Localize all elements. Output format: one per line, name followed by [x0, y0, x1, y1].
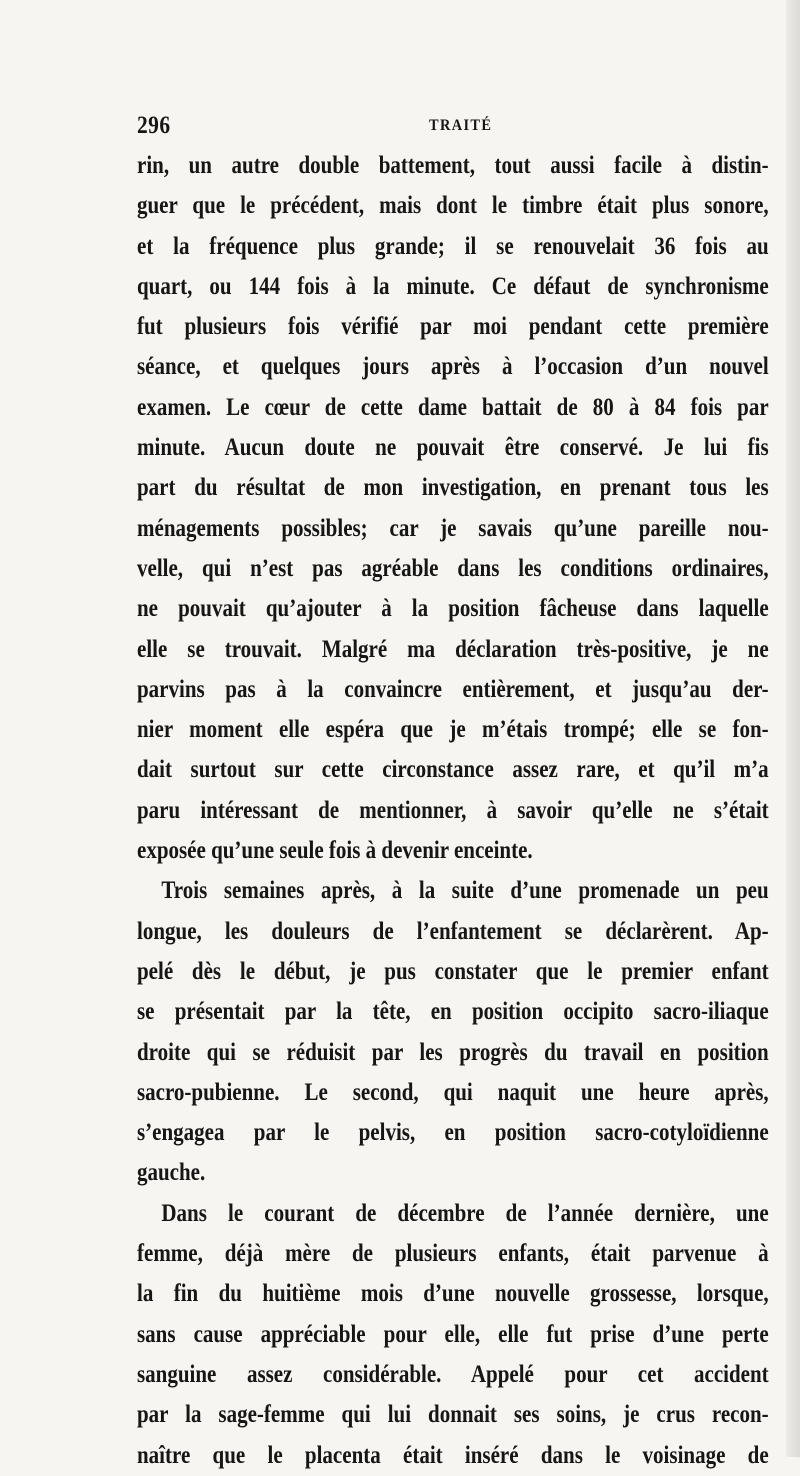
text-line: rin, un autre double battement, tout aussi facile à distin- — [137, 152, 769, 179]
text-line: Trois semaines après, à la suite d’une promenade un peu — [161, 877, 769, 905]
text-line: longue, les douleurs de l’enfantement se déclarèrent. Ap- — [137, 917, 769, 945]
text-line: ne pouvait qu’ajouter à la position fâcheuse dans laquelle — [137, 595, 769, 623]
text-line: s’engagea par le pelvis, en position sacro-cotyloïdienne — [137, 1119, 769, 1147]
text-line: sanguine assez considérable. Appelé pour cet accident — [137, 1360, 769, 1388]
text-line: la fin du huitième mois d’une nouvelle grossesse, lorsque, — [137, 1280, 769, 1308]
text-line: séance, et quelques jours après à l’occasion d’un nouvel — [137, 353, 769, 381]
text-line: Dans le courant de décembre de l’année dernière, une — [161, 1199, 769, 1227]
text-line: elle se trouvait. Malgré ma déclaration très-positive, je ne — [137, 635, 769, 663]
text-line: paru intéressant de mentionner, à savoir qu’elle ne s’était — [137, 796, 769, 824]
page-number: 296 — [137, 112, 171, 139]
text-line: sacro-pubienne. Le second, qui naquit une heure après, — [137, 1078, 769, 1106]
text-line: par la sage-femme qui lui donnait ses soins, je crus recon- — [137, 1401, 769, 1429]
text-line: sans cause appréciable pour elle, elle fut prise d’une perte — [137, 1320, 769, 1348]
text-line: exposée qu’une seule fois à devenir enceinte. — [137, 837, 533, 865]
text-line: femme, déjà mère de plusieurs enfants, était parvenue à — [137, 1240, 769, 1268]
text-line: minute. Aucun doute ne pouvait être conservé. Je lui fis — [137, 434, 769, 462]
text-line: et la fréquence plus grande; il se renouvelait 36 fois au — [137, 232, 769, 260]
book-page — [137, 112, 769, 1476]
text-line: ménagements possibles; car je savais qu’une pareille nou- — [137, 514, 769, 542]
running-title: TRAITÉ — [429, 117, 493, 134]
text-line: part du résultat de mon investigation, en prenant tous les — [137, 474, 769, 502]
text-line: se présentait par la tête, en position occipito sacro-iliaque — [137, 998, 769, 1026]
text-line: droite qui se réduisit par les progrès du travail en position — [137, 1038, 769, 1066]
text-line: fut plusieurs fois vérifié par moi pendant cette première — [137, 313, 769, 341]
text-line: pelé dès le début, je pus constater que le premier enfant — [137, 957, 769, 985]
text-line: nier moment elle espéra que je m’étais trompé; elle se fon- — [137, 716, 769, 744]
page-edge-shadow — [786, 0, 800, 1457]
running-head — [137, 112, 769, 142]
text-line: naître que le placenta était inséré dans le voisinage de — [137, 1441, 769, 1469]
text-line: parvins pas à la convaincre entièrement, et jusqu’au der- — [137, 675, 769, 703]
text-line: examen. Le cœur de cette dame battait de 80 à 84 fois par — [137, 393, 769, 421]
text-line: quart, ou 144 fois à la minute. Ce défaut de synchronisme — [137, 272, 769, 300]
text-line: dait surtout sur cette circonstance assez rare, et qu’il m’a — [137, 756, 769, 784]
text-line: velle, qui n’est pas agréable dans les conditions ordinaires, — [137, 554, 769, 582]
body-text — [137, 146, 769, 1476]
text-line: gauche. — [137, 1159, 206, 1187]
text-line: guer que le précédent, mais dont le timbre était plus sonore, — [137, 192, 769, 220]
